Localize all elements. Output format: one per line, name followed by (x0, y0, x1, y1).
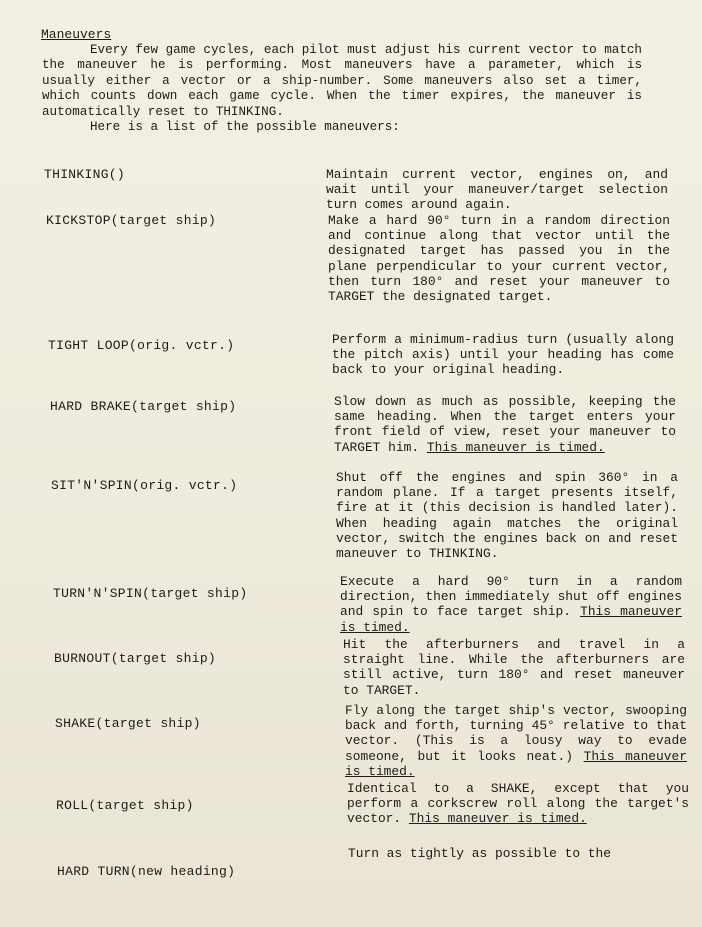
maneuver-desc-text: Turn as tightly as possible to the (348, 846, 612, 861)
maneuver-name: TURN'N'SPIN(target ship) (53, 586, 248, 601)
maneuver-desc-text: Fly along the target ship's vector, swooping back and forth, turning 45° relative to that vector. (This is a lousy way to evade someone, but it looks neat.) (345, 703, 687, 764)
maneuver-description (328, 213, 670, 304)
timed-note: This maneuver is timed. (426, 439, 605, 455)
maneuver-name: HARD TURN(new heading) (57, 864, 236, 879)
maneuver-description (336, 470, 678, 561)
timed-note: This maneuver is timed. (345, 748, 687, 779)
section-heading: Maneuvers (41, 27, 112, 42)
maneuver-description (340, 574, 682, 635)
maneuver-name: HARD BRAKE(target ship) (50, 399, 237, 414)
maneuver-name: SIT'N'SPIN(orig. vctr.) (51, 478, 238, 493)
maneuver-name: ROLL(target ship) (56, 798, 194, 813)
maneuver-name: BURNOUT(target ship) (54, 651, 217, 666)
maneuver-desc-text: Shut off the engines and spin 360° in a random plane. If a target presents itself, fire at it (this decision is handled later). When heading again matches the original vector, switch the engines back on and reset maneuver to THINKING. (336, 470, 678, 562)
maneuver-desc-text: Identical to a SHAKE, except that you perform a corkscrew roll along the target's vector. (347, 781, 689, 827)
maneuver-description (334, 394, 676, 455)
intro-paragraph: Every few game cycles, each pilot must adjust his current vector to match the maneuver he is performing. Most maneuvers have a parameter, which is usually either a vector or a ship-number. Some maneuvers also set a timer, which counts down each game cycle. When the timer expires, the maneuver is automatically reset to THINKING. (42, 43, 642, 119)
maneuver-name: KICKSTOP(target ship) (46, 213, 217, 228)
maneuver-description (326, 167, 668, 213)
maneuver-desc-text: Hit the afterburners and travel in a straight line. While the afterburners are still active, turn 180° and reset maneuver to TARGET. (343, 637, 685, 698)
maneuver-description (348, 846, 690, 861)
maneuver-description (345, 703, 687, 779)
maneuver-description (347, 781, 689, 827)
maneuver-desc-text: Make a hard 90° turn in a random direction and continue along that vector until the designated target has passed you in the plane perpendicular to your current vector, then turn 180° and reset your maneuver to TARGET the designated target. (328, 213, 670, 305)
maneuver-name: SHAKE(target ship) (55, 716, 201, 731)
timed-note: This maneuver is timed. (340, 604, 682, 635)
maneuver-desc-text: Slow down as much as possible, keeping the same heading. When the target enters your front field of view, reset your maneuver to TARGET him. (334, 394, 676, 455)
maneuver-desc-text: Perform a minimum-radius turn (usually along the pitch axis) until your heading has come back to your original heading. (332, 332, 674, 378)
maneuver-description (343, 637, 685, 698)
maneuver-desc-text: Maintain current vector, engines on, and wait until your maneuver/target selection turn comes around again. (326, 167, 668, 213)
intro-text (42, 43, 642, 135)
intro-list-lead: Here is a list of the possible maneuvers: (90, 120, 400, 135)
maneuver-name: THINKING() (44, 167, 126, 182)
timed-note: This maneuver is timed. (408, 811, 587, 827)
maneuver-desc-text: Execute a hard 90° turn in a random direction, then immediately shut off engines and spin to face target ship. (340, 574, 682, 620)
maneuver-name: TIGHT LOOP(orig. vctr.) (48, 338, 235, 353)
maneuver-description (332, 332, 674, 378)
